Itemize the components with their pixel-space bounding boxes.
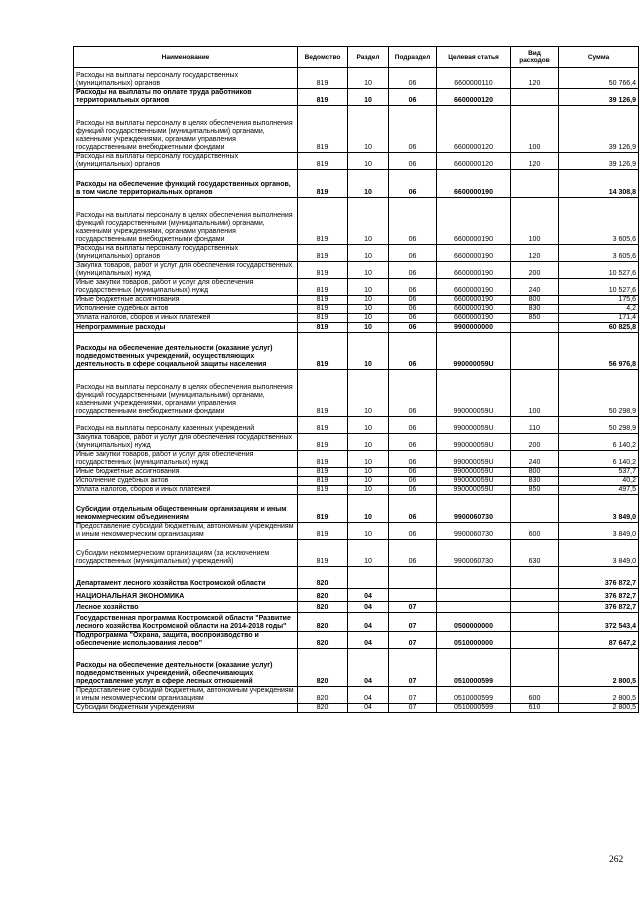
cell-name: Исполнение судебных актов [74, 477, 298, 486]
cell-amount: 3 605,6 [559, 245, 639, 262]
cell-target-article: 990000059U [437, 333, 511, 370]
cell-target-article: 9900060730 [437, 495, 511, 523]
cell-name: Расходы на выплаты по оплате труда работников территориальных органов [74, 89, 298, 106]
cell-target-article: 6600000190 [437, 279, 511, 296]
cell-department: 819 [298, 468, 348, 477]
cell-expense-type: 200 [511, 434, 559, 451]
cell-expense-type [511, 567, 559, 589]
cell-section: 10 [348, 468, 389, 477]
cell-section: 10 [348, 486, 389, 495]
cell-expense-type: 800 [511, 296, 559, 305]
cell-department: 819 [298, 89, 348, 106]
table-row [74, 417, 639, 434]
cell-target-article: 990000059U [437, 486, 511, 495]
cell-subsection: 06 [389, 279, 437, 296]
cell-expense-type [511, 602, 559, 613]
page-number: 262 [609, 855, 624, 865]
cell-target-article: 6600000190 [437, 296, 511, 305]
cell-amount: 376 872,7 [559, 567, 639, 589]
cell-name: Иные бюджетные ассигнования [74, 296, 298, 305]
cell-section: 04 [348, 704, 389, 713]
cell-amount: 3 849,0 [559, 540, 639, 567]
cell-name: Иные бюджетные ассигнования [74, 468, 298, 477]
cell-amount: 10 527,6 [559, 279, 639, 296]
table-row [74, 434, 639, 451]
cell-department: 820 [298, 687, 348, 704]
table-row [74, 649, 639, 687]
cell-section: 04 [348, 632, 389, 649]
cell-department: 819 [298, 68, 348, 89]
cell-name: Предоставление субсидий бюджетным, автономным учреждениям и иным некоммерческим организациям [74, 687, 298, 704]
cell-amount: 4,2 [559, 305, 639, 314]
cell-name: Непрограммные расходы [74, 323, 298, 333]
cell-department: 819 [298, 495, 348, 523]
cell-subsection: 07 [389, 704, 437, 713]
cell-target-article: 6600000190 [437, 198, 511, 245]
cell-amount: 6 140,2 [559, 451, 639, 468]
cell-subsection: 06 [389, 333, 437, 370]
cell-expense-type: 120 [511, 153, 559, 170]
cell-expense-type: 830 [511, 477, 559, 486]
cell-subsection: 07 [389, 649, 437, 687]
cell-department: 819 [298, 279, 348, 296]
column-header-amount: Сумма [559, 47, 639, 68]
cell-subsection: 06 [389, 451, 437, 468]
cell-subsection: 07 [389, 632, 437, 649]
cell-target-article: 990000059U [437, 451, 511, 468]
table-row [74, 495, 639, 523]
table-body [74, 68, 639, 713]
cell-target-article: 9900060730 [437, 523, 511, 540]
table-row [74, 153, 639, 170]
cell-amount: 10 527,6 [559, 262, 639, 279]
cell-department: 819 [298, 245, 348, 262]
table-row [74, 613, 639, 632]
cell-expense-type: 600 [511, 523, 559, 540]
column-header-section: Раздел [348, 47, 389, 68]
cell-target-article: 990000059U [437, 468, 511, 477]
cell-department: 819 [298, 417, 348, 434]
cell-amount: 39 126,9 [559, 89, 639, 106]
table-row [74, 567, 639, 589]
cell-section [348, 567, 389, 589]
cell-expense-type [511, 333, 559, 370]
cell-name: Расходы на обеспечение функций государственных органов, в том числе территориальных органов [74, 170, 298, 198]
cell-expense-type: 850 [511, 486, 559, 495]
cell-department: 819 [298, 170, 348, 198]
cell-department: 819 [298, 198, 348, 245]
cell-expense-type [511, 589, 559, 602]
cell-name: Предоставление субсидий бюджетным, автономным учреждениям и иным некоммерческим организациям [74, 523, 298, 540]
cell-amount: 497,5 [559, 486, 639, 495]
cell-expense-type: 100 [511, 198, 559, 245]
cell-section: 10 [348, 262, 389, 279]
cell-section: 10 [348, 540, 389, 567]
cell-department: 819 [298, 523, 348, 540]
column-header-target-article: Целевая статья [437, 47, 511, 68]
cell-amount: 3 605,6 [559, 198, 639, 245]
cell-subsection: 06 [389, 468, 437, 477]
cell-expense-type: 830 [511, 305, 559, 314]
cell-subsection: 07 [389, 602, 437, 613]
cell-expense-type [511, 649, 559, 687]
table-row [74, 632, 639, 649]
cell-department: 819 [298, 434, 348, 451]
cell-target-article: 6600000110 [437, 68, 511, 89]
cell-target-article [437, 589, 511, 602]
cell-section: 10 [348, 314, 389, 323]
table-row [74, 486, 639, 495]
cell-target-article: 9900000000 [437, 323, 511, 333]
table-row [74, 468, 639, 477]
cell-section: 10 [348, 417, 389, 434]
table-row [74, 262, 639, 279]
cell-subsection: 06 [389, 89, 437, 106]
cell-amount: 14 308,8 [559, 170, 639, 198]
cell-amount: 2 800,5 [559, 649, 639, 687]
cell-section: 10 [348, 370, 389, 417]
cell-subsection: 06 [389, 314, 437, 323]
cell-target-article: 990000059U [437, 477, 511, 486]
cell-department: 819 [298, 262, 348, 279]
cell-name: Подпрограмма "Охрана, защита, воспроизводство и обеспечение использования лесов" [74, 632, 298, 649]
column-header-expense-type: Вид расходов [511, 47, 559, 68]
cell-section: 10 [348, 245, 389, 262]
cell-department: 819 [298, 314, 348, 323]
cell-department: 819 [298, 323, 348, 333]
cell-section: 04 [348, 649, 389, 687]
cell-amount: 50 298,9 [559, 417, 639, 434]
cell-subsection: 06 [389, 417, 437, 434]
cell-subsection: 06 [389, 198, 437, 245]
cell-section: 10 [348, 153, 389, 170]
cell-target-article: 6600000120 [437, 153, 511, 170]
cell-subsection: 06 [389, 296, 437, 305]
cell-name: Уплата налогов, сборов и иных платежей [74, 486, 298, 495]
cell-section: 10 [348, 106, 389, 153]
cell-name: Закупка товаров, работ и услуг для обеспечения государственных (муниципальных) нужд [74, 434, 298, 451]
table-row [74, 106, 639, 153]
cell-name: Субсидии отдельным общественным организациям и иным некоммерческим объединениям [74, 495, 298, 523]
cell-target-article [437, 602, 511, 613]
cell-amount: 376 872,7 [559, 602, 639, 613]
cell-amount: 39 126,9 [559, 153, 639, 170]
cell-name: Департамент лесного хозяйства Костромской области [74, 567, 298, 589]
cell-subsection: 06 [389, 305, 437, 314]
cell-subsection [389, 567, 437, 589]
cell-department: 819 [298, 540, 348, 567]
cell-section: 10 [348, 523, 389, 540]
column-header-subsection: Подраздел [389, 47, 437, 68]
cell-amount: 372 543,4 [559, 613, 639, 632]
cell-expense-type [511, 170, 559, 198]
cell-name: Расходы на выплаты персоналу в целях обеспечения выполнения функций государственными (муниципальными) органами, казенными учреждениями, органами управления государственными внебюджетными фондами [74, 198, 298, 245]
cell-expense-type [511, 495, 559, 523]
cell-subsection: 07 [389, 613, 437, 632]
cell-expense-type: 610 [511, 704, 559, 713]
cell-target-article: 9900060730 [437, 540, 511, 567]
cell-subsection [389, 589, 437, 602]
cell-subsection: 06 [389, 495, 437, 523]
cell-department: 820 [298, 589, 348, 602]
cell-amount: 50 298,9 [559, 370, 639, 417]
cell-target-article: 990000059U [437, 417, 511, 434]
cell-subsection: 06 [389, 153, 437, 170]
table-row [74, 296, 639, 305]
cell-department: 820 [298, 602, 348, 613]
cell-name: Субсидии бюджетным учреждениям [74, 704, 298, 713]
cell-section: 10 [348, 305, 389, 314]
table-row [74, 68, 639, 89]
cell-subsection: 06 [389, 68, 437, 89]
cell-expense-type: 800 [511, 468, 559, 477]
cell-amount: 175,6 [559, 296, 639, 305]
cell-name: Расходы на выплаты персоналу казенных учреждений [74, 417, 298, 434]
cell-amount: 56 976,8 [559, 333, 639, 370]
cell-department: 820 [298, 567, 348, 589]
cell-target-article: 0510000599 [437, 687, 511, 704]
table-row [74, 323, 639, 333]
cell-amount: 376 872,7 [559, 589, 639, 602]
cell-subsection: 07 [389, 687, 437, 704]
table-row [74, 602, 639, 613]
cell-department: 820 [298, 632, 348, 649]
cell-name: Расходы на выплаты персоналу государственных (муниципальных) органов [74, 68, 298, 89]
cell-department: 820 [298, 613, 348, 632]
cell-amount: 50 766,4 [559, 68, 639, 89]
cell-name: Иные закупки товаров, работ и услуг для обеспечения государственных (муниципальных) нужд [74, 279, 298, 296]
cell-expense-type: 600 [511, 687, 559, 704]
cell-section: 10 [348, 477, 389, 486]
cell-expense-type [511, 613, 559, 632]
cell-expense-type: 240 [511, 279, 559, 296]
column-header-name: Наименование [74, 47, 298, 68]
table-row [74, 451, 639, 468]
cell-section: 10 [348, 279, 389, 296]
table-header-row [74, 47, 639, 68]
cell-expense-type: 110 [511, 417, 559, 434]
cell-name: Расходы на обеспечение деятельности (оказание услуг) подведомственных учреждений, обеспечивающих предоставление услуг в сфере лесных отношений [74, 649, 298, 687]
cell-expense-type [511, 632, 559, 649]
cell-name: Исполнение судебных актов [74, 305, 298, 314]
cell-section: 10 [348, 434, 389, 451]
cell-subsection: 06 [389, 106, 437, 153]
cell-target-article: 0510000599 [437, 704, 511, 713]
cell-department: 819 [298, 296, 348, 305]
cell-department: 819 [298, 305, 348, 314]
cell-subsection: 06 [389, 486, 437, 495]
table-row [74, 704, 639, 713]
table-row [74, 170, 639, 198]
cell-department: 819 [298, 106, 348, 153]
cell-section: 10 [348, 170, 389, 198]
cell-section: 10 [348, 495, 389, 523]
cell-expense-type [511, 323, 559, 333]
cell-subsection: 06 [389, 540, 437, 567]
cell-section: 10 [348, 323, 389, 333]
table-row [74, 89, 639, 106]
table-row [74, 540, 639, 567]
cell-name: Расходы на выплаты персоналу государственных (муниципальных) органов [74, 245, 298, 262]
cell-department: 820 [298, 704, 348, 713]
cell-section: 04 [348, 687, 389, 704]
cell-section: 10 [348, 68, 389, 89]
cell-amount: 87 647,2 [559, 632, 639, 649]
cell-section: 04 [348, 589, 389, 602]
cell-target-article: 6600000120 [437, 89, 511, 106]
table-row [74, 687, 639, 704]
cell-target-article: 0510000000 [437, 632, 511, 649]
cell-target-article: 6600000190 [437, 262, 511, 279]
budget-table [73, 46, 639, 713]
cell-target-article: 6600000120 [437, 106, 511, 153]
cell-expense-type: 240 [511, 451, 559, 468]
cell-target-article [437, 567, 511, 589]
table-row [74, 523, 639, 540]
cell-expense-type: 100 [511, 106, 559, 153]
cell-target-article: 0500000000 [437, 613, 511, 632]
cell-target-article: 990000059U [437, 370, 511, 417]
table-row [74, 370, 639, 417]
cell-target-article: 990000059U [437, 434, 511, 451]
cell-section: 10 [348, 451, 389, 468]
cell-expense-type: 200 [511, 262, 559, 279]
cell-department: 819 [298, 370, 348, 417]
cell-target-article: 0510000599 [437, 649, 511, 687]
cell-amount: 39 126,9 [559, 106, 639, 153]
table-row [74, 198, 639, 245]
table-row [74, 314, 639, 323]
cell-name: Расходы на выплаты персоналу государственных (муниципальных) органов [74, 153, 298, 170]
table-row [74, 589, 639, 602]
cell-target-article: 6600000190 [437, 305, 511, 314]
cell-subsection: 06 [389, 434, 437, 451]
cell-name: Расходы на выплаты персоналу в целях обеспечения выполнения функций государственными (муниципальными) органами, казенными учреждениями, органами управления государственными внебюджетными фондами [74, 106, 298, 153]
cell-expense-type: 100 [511, 370, 559, 417]
cell-target-article: 6600000190 [437, 170, 511, 198]
cell-name: Расходы на выплаты персоналу в целях обеспечения выполнения функций государственными (муниципальными) органами, казенными учреждениями, органами управления государственными внебюджетными фондами [74, 370, 298, 417]
table-row [74, 305, 639, 314]
cell-subsection: 06 [389, 323, 437, 333]
cell-subsection: 06 [389, 370, 437, 417]
cell-department: 819 [298, 153, 348, 170]
cell-name: Государственная программа Костромской области "Развитие лесного хозяйства Костромской области на 2014-2018 годы" [74, 613, 298, 632]
cell-name: НАЦИОНАЛЬНАЯ ЭКОНОМИКА [74, 589, 298, 602]
cell-expense-type: 120 [511, 68, 559, 89]
cell-department: 819 [298, 333, 348, 370]
column-header-department: Ведомство [298, 47, 348, 68]
cell-section: 10 [348, 333, 389, 370]
table-row [74, 477, 639, 486]
cell-amount: 537,7 [559, 468, 639, 477]
table-row [74, 245, 639, 262]
cell-name: Лесное хозяйство [74, 602, 298, 613]
cell-section: 10 [348, 198, 389, 245]
cell-subsection: 06 [389, 477, 437, 486]
cell-name: Закупка товаров, работ и услуг для обеспечения государственных (муниципальных) нужд [74, 262, 298, 279]
cell-subsection: 06 [389, 262, 437, 279]
cell-amount: 40,2 [559, 477, 639, 486]
cell-subsection: 06 [389, 245, 437, 262]
cell-target-article: 6600000190 [437, 314, 511, 323]
cell-name: Расходы на обеспечение деятельности (оказание услуг) подведомственных учреждений, осуществляющих деятельность в сфере социальной защиты населения [74, 333, 298, 370]
cell-name: Иные закупки товаров, работ и услуг для обеспечения государственных (муниципальных) нужд [74, 451, 298, 468]
cell-department: 819 [298, 486, 348, 495]
cell-section: 10 [348, 89, 389, 106]
cell-department: 819 [298, 451, 348, 468]
table-row [74, 279, 639, 296]
cell-expense-type: 850 [511, 314, 559, 323]
cell-amount: 2 800,5 [559, 687, 639, 704]
cell-section: 04 [348, 602, 389, 613]
cell-name: Уплата налогов, сборов и иных платежей [74, 314, 298, 323]
table-row [74, 333, 639, 370]
cell-amount: 6 140,2 [559, 434, 639, 451]
cell-amount: 2 800,5 [559, 704, 639, 713]
cell-department: 820 [298, 649, 348, 687]
cell-amount: 60 825,8 [559, 323, 639, 333]
cell-section: 04 [348, 613, 389, 632]
cell-expense-type: 120 [511, 245, 559, 262]
cell-amount: 3 849,0 [559, 495, 639, 523]
cell-department: 819 [298, 477, 348, 486]
cell-target-article: 6600000190 [437, 245, 511, 262]
cell-amount: 171,4 [559, 314, 639, 323]
cell-amount: 3 849,0 [559, 523, 639, 540]
cell-section: 10 [348, 296, 389, 305]
cell-expense-type [511, 89, 559, 106]
cell-name: Субсидии некоммерческим организациям (за исключением государственных (муниципальных) учреждений) [74, 540, 298, 567]
cell-expense-type: 630 [511, 540, 559, 567]
cell-subsection: 06 [389, 170, 437, 198]
cell-subsection: 06 [389, 523, 437, 540]
